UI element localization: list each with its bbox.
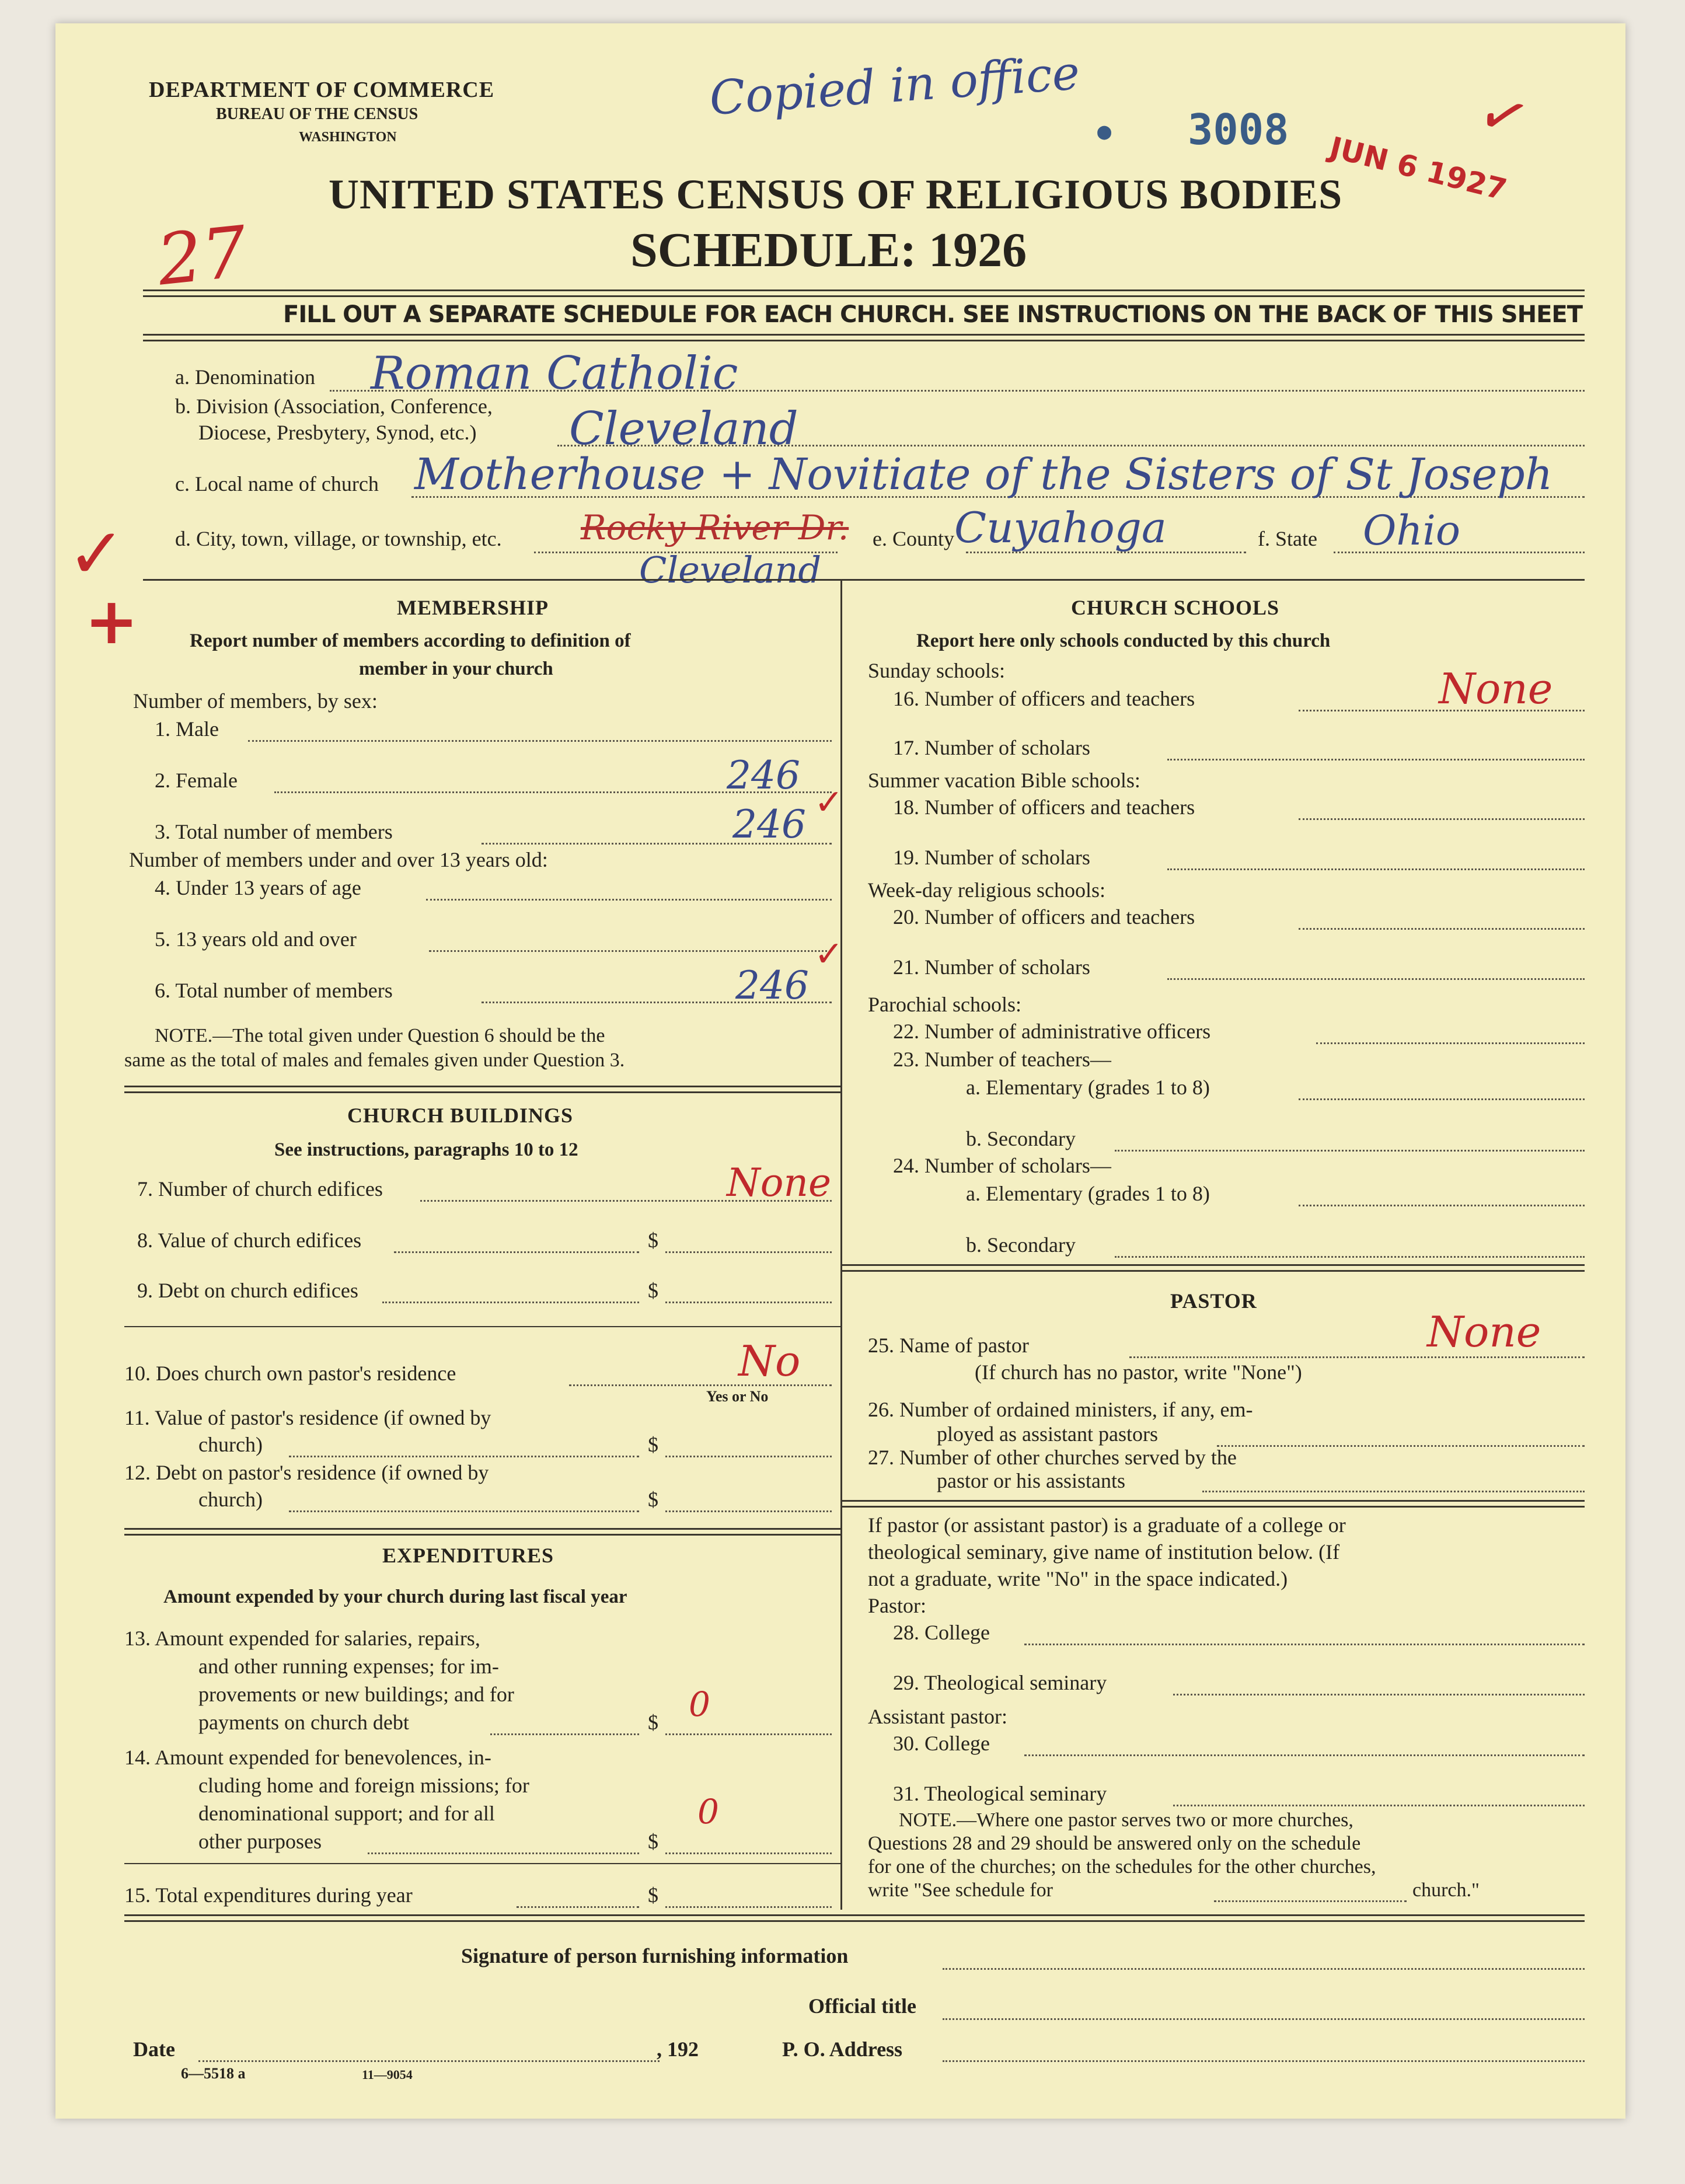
city-label: d. City, town, village, or township, etc. — [175, 527, 502, 550]
q22-label: 22. Number of administrative officers — [893, 1020, 1211, 1043]
q12-label-line2: church) — [198, 1488, 263, 1511]
q2-female-label: 2. Female — [155, 769, 238, 792]
date-year-label: , 192 — [657, 2038, 699, 2061]
q3-total-value[interactable]: 246 — [732, 802, 806, 847]
county-value[interactable]: Cuyahoga — [954, 503, 1167, 552]
schools-subtitle: Report here only schools conducted by this church — [916, 630, 1331, 651]
q25-hint: (If church has no pastor, write "None") — [975, 1360, 1302, 1384]
pastor-note-line2: Questions 28 and 29 should be answered only on the schedule — [868, 1833, 1361, 1854]
pastor-note-line1: NOTE.—Where one pastor serves two or more churches, — [899, 1809, 1353, 1831]
bureau-city: WASHINGTON — [299, 130, 397, 145]
q14-label-line1: 14. Amount expended for benevolences, in- — [124, 1746, 491, 1769]
q19-label: 19. Number of scholars — [893, 846, 1090, 869]
q11-label-line1: 11. Value of pastor's residence (if owned by — [124, 1406, 491, 1429]
church-name-value[interactable]: Motherhouse + Novitiate of the Sisters of St Joseph — [414, 449, 1553, 500]
weekday-schools-label: Week-day religious schools: — [868, 878, 1106, 902]
q25-value[interactable]: None — [1427, 1307, 1541, 1356]
q9-dollar: $ — [648, 1279, 658, 1302]
q28-label: 28. College — [893, 1621, 990, 1644]
instructions-bar: FILL OUT A SEPARATE SCHEDULE FOR EACH CHURCH. SEE INSTRUCTIONS ON THE BACK OF THIS SHEET — [283, 301, 1583, 328]
q12-label-line1: 12. Debt on pastor's residence (if owned by — [124, 1461, 489, 1484]
q21-label: 21. Number of scholars — [893, 955, 1090, 979]
q15-label: 15. Total expenditures during year — [124, 1883, 413, 1907]
q23b-label: b. Secondary — [966, 1127, 1076, 1150]
q18-label: 18. Number of officers and teachers — [893, 796, 1195, 819]
q3-check: ✓ — [814, 782, 844, 823]
q11-label-line2: church) — [198, 1433, 263, 1456]
q31-label: 31. Theological seminary — [893, 1782, 1107, 1805]
q2-female-value[interactable]: 246 — [727, 753, 800, 798]
sunday-schools-label: Sunday schools: — [868, 659, 1006, 682]
county-label: e. County — [873, 527, 954, 550]
q15-dollar: $ — [648, 1883, 658, 1907]
q14-label-line3: denominational support; and for all — [198, 1802, 495, 1825]
q10-residence-value[interactable]: No — [738, 1337, 801, 1386]
date-label: Date — [133, 2038, 175, 2061]
denomination-value[interactable]: Roman Catholic — [371, 347, 738, 400]
schedule-year-title: SCHEDULE: 1926 — [630, 223, 1027, 277]
assistant-education-label: Assistant pastor: — [868, 1705, 1007, 1728]
q14-label-line4: other purposes — [198, 1830, 322, 1853]
q20-label: 20. Number of officers and teachers — [893, 905, 1195, 929]
schools-title: CHURCH SCHOOLS — [1071, 596, 1280, 619]
q7-edifices-label: 7. Number of church edifices — [137, 1177, 383, 1201]
q25-label: 25. Name of pastor — [868, 1334, 1029, 1357]
members-by-sex-label: Number of members, by sex: — [133, 689, 378, 713]
expenditures-title: EXPENDITURES — [382, 1544, 554, 1567]
church-name-label: c. Local name of church — [175, 472, 379, 496]
pastor-note-line3: for one of the churches; on the schedules for the other churches, — [868, 1856, 1376, 1878]
official-title-label: Official title — [808, 1994, 916, 2018]
q13-label-line3: provements or new buildings; and for — [198, 1683, 514, 1706]
q27-label-line1: 27. Number of other churches served by the — [868, 1446, 1237, 1469]
buildings-subtitle: See instructions, paragraphs 10 to 12 — [274, 1139, 578, 1160]
denomination-label: a. Denomination — [175, 365, 315, 389]
city-value-struck: Rocky River Dr. — [581, 508, 849, 547]
q30-label: 30. College — [893, 1732, 990, 1755]
q14-value[interactable]: 0 — [697, 1792, 719, 1831]
q3-total-label: 3. Total number of members — [155, 820, 393, 843]
q13-label-line1: 13. Amount expended for salaries, repairs, — [124, 1627, 480, 1650]
po-address-label: P. O. Address — [782, 2038, 903, 2061]
q27-label-line2: pastor or his assistants — [937, 1469, 1125, 1492]
q11-dollar: $ — [648, 1433, 658, 1456]
division-label-line2: Diocese, Presbytery, Synod, etc.) — [198, 421, 477, 444]
membership-note-line1: NOTE.—The total given under Question 6 should be the — [155, 1025, 605, 1046]
q24-label: 24. Number of scholars— — [893, 1154, 1111, 1177]
q14-label-line2: cluding home and foreign missions; for — [198, 1774, 529, 1797]
state-label: f. State — [1258, 527, 1317, 550]
parochial-schools-label: Parochial schools: — [868, 993, 1021, 1016]
q26-label-line2: ployed as assistant pastors — [937, 1422, 1158, 1446]
q17-label: 17. Number of scholars — [893, 736, 1090, 759]
graduate-instructions-line1: If pastor (or assistant pastor) is a graduate of a college or — [868, 1513, 1346, 1537]
division-label-line1: b. Division (Association, Conference, — [175, 395, 493, 418]
pastor-note-line4: write "See schedule for — [868, 1879, 1053, 1901]
membership-note-line2: same as the total of males and females given under Question 3. — [124, 1049, 625, 1071]
membership-intro-line2: member in your church — [359, 658, 553, 679]
census-schedule-sheet — [55, 23, 1625, 2119]
q26-label-line1: 26. Number of ordained ministers, if any, em- — [868, 1398, 1253, 1421]
q13-label-line4: payments on church debt — [198, 1711, 409, 1734]
state-value[interactable]: Ohio — [1363, 507, 1461, 554]
q5-over13-label: 5. 13 years old and over — [155, 927, 357, 951]
q14-dollar: $ — [648, 1830, 658, 1853]
graduate-instructions-line3: not a graduate, write "No" in the space indicated.) — [868, 1567, 1288, 1590]
membership-title: MEMBERSHIP — [397, 596, 549, 619]
q6-total-value[interactable]: 246 — [735, 963, 809, 1008]
pastor-education-label: Pastor: — [868, 1594, 927, 1617]
q10-residence-label: 10. Does church own pastor's residence — [124, 1362, 456, 1385]
q9-debt-label: 9. Debt on church edifices — [137, 1279, 358, 1302]
q24a-label: a. Elementary (grades 1 to 8) — [966, 1182, 1210, 1205]
q16-value[interactable]: None — [1439, 664, 1553, 713]
corner-check-mark: ✓ — [1469, 75, 1539, 156]
q8-dollar: $ — [648, 1229, 658, 1252]
q8-value-label: 8. Value of church edifices — [137, 1229, 362, 1252]
margin-red-mark: ✓ — [67, 514, 126, 595]
membership-intro-line1: Report number of members according to definition of — [190, 630, 631, 651]
signature-label: Signature of person furnishing information — [461, 1944, 849, 1967]
q16-label: 16. Number of officers and teachers — [893, 687, 1195, 710]
pastor-note-line4-end: church." — [1412, 1879, 1480, 1901]
pastor-title: PASTOR — [1170, 1289, 1257, 1313]
q13-label-line2: and other running expenses; for im- — [198, 1655, 499, 1678]
q10-hint: Yes or No — [706, 1388, 769, 1405]
stamp-dot: ● — [1097, 118, 1112, 145]
q13-dollar: $ — [648, 1711, 658, 1734]
graduate-instructions-line2: theological seminary, give name of institution below. (If — [868, 1540, 1340, 1564]
q6-total-label: 6. Total number of members — [155, 979, 393, 1002]
bureau-name: BUREAU OF THE CENSUS — [216, 105, 418, 123]
q23-label: 23. Number of teachers— — [893, 1048, 1111, 1071]
q13-value[interactable]: 0 — [689, 1684, 710, 1724]
red-schedule-number: 27 — [154, 211, 251, 302]
received-date-stamp: JUN 6 1927 — [1326, 130, 1510, 207]
summer-schools-label: Summer vacation Bible schools: — [868, 769, 1140, 792]
division-value[interactable]: Cleveland — [569, 403, 798, 455]
q24b-label: b. Secondary — [966, 1233, 1076, 1257]
form-title: UNITED STATES CENSUS OF RELIGIOUS BODIES — [329, 171, 1343, 218]
q29-label: 29. Theological seminary — [893, 1671, 1107, 1694]
q12-dollar: $ — [648, 1488, 658, 1511]
q23a-label: a. Elementary (grades 1 to 8) — [966, 1076, 1210, 1099]
expenditures-subtitle: Amount expended by your church during last fiscal year — [163, 1586, 627, 1607]
city-value[interactable]: Cleveland — [639, 549, 822, 591]
form-number: 6—5518 a — [181, 2065, 246, 2082]
schedule-number-stamp: 3008 — [1188, 105, 1289, 154]
margin-red-cross: + — [85, 584, 139, 658]
q4-under13-label: 4. Under 13 years of age — [155, 876, 361, 899]
members-by-age-label: Number of members under and over 13 years old: — [129, 848, 548, 871]
q1-male-label: 1. Male — [155, 717, 219, 741]
print-number: 11—9054 — [362, 2067, 413, 2082]
q7-edifices-value[interactable]: None — [727, 1160, 832, 1205]
department-name: DEPARTMENT OF COMMERCE — [149, 78, 495, 102]
q6-check: ✓ — [814, 934, 844, 975]
copied-in-office-note: Copied in office — [707, 45, 1082, 126]
buildings-title: CHURCH BUILDINGS — [347, 1104, 574, 1127]
